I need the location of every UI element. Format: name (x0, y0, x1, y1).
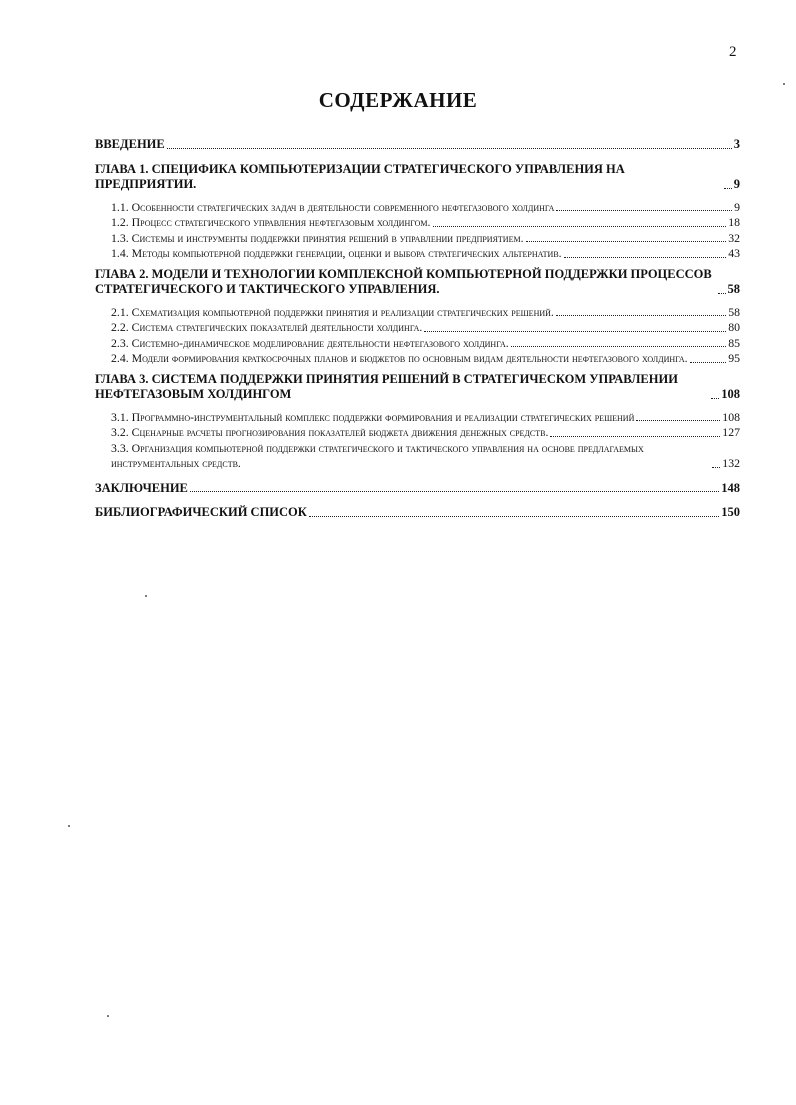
toc-entry-chapter-2 (95, 267, 740, 298)
dot-leader (724, 188, 732, 189)
toc-entry-page: 148 (721, 480, 740, 495)
dot-leader (309, 516, 719, 517)
toc-entry-section-1-1 (95, 200, 740, 216)
page-number: 2 (729, 44, 737, 60)
toc-entry-page: 9 (734, 199, 740, 214)
toc-entry-page: 43 (728, 246, 740, 260)
toc-entry-section-2-1 (95, 305, 740, 321)
toc-entry-text: 3.3. Организация компьютерной поддержки стратегического и тактического управления на основе предлагаемых инструментальных средств. (111, 440, 644, 470)
dot-leader (718, 293, 726, 294)
toc-entry-section-3-2 (95, 425, 740, 441)
toc-entry-text: 2.3. Системно-динамическое моделирование деятельности нефтегазового холдинга. (111, 335, 509, 350)
dot-leader (690, 362, 727, 363)
toc-entry-section-2-4 (95, 351, 740, 367)
toc-entry-page: 95 (728, 351, 740, 365)
dot-leader (433, 226, 727, 227)
scan-speck (107, 1015, 109, 1017)
toc-entry-page: 9 (733, 177, 740, 191)
dot-leader (636, 420, 720, 421)
toc-entry-page: 132 (722, 456, 740, 470)
toc-entry-text: БИБЛИОГРАФИЧЕСКИЙ СПИСОК (95, 505, 307, 519)
toc-entry-page: 32 (728, 230, 740, 245)
toc-entry-page: 108 (722, 409, 740, 424)
toc-entry-page: 108 (721, 387, 740, 401)
toc-entry-text: ВВЕДЕНИЕ (95, 137, 165, 151)
toc-entry-page: 127 (722, 425, 740, 439)
toc-entry-section-2-3 (95, 336, 740, 352)
scan-speck (145, 595, 147, 597)
dot-leader (556, 315, 726, 316)
toc-entry-section-3-1 (95, 410, 740, 426)
toc-entry-page: 58 (728, 304, 740, 319)
toc-entry-text: 1.4. Методы компьютерной поддержки генерации, оценки и выбора стратегических альтернатив. (111, 246, 562, 260)
toc-entry-chapter-1 (95, 162, 740, 193)
dot-leader (564, 257, 727, 258)
toc-entry-introduction (95, 137, 740, 153)
toc-entry-page: 80 (728, 320, 740, 334)
dot-leader (526, 241, 727, 242)
toc-entry-section-1-2 (95, 215, 740, 231)
toc-entry-text: 1.2. Процесс стратегического управления нефтегазовым холдингом. (111, 215, 431, 229)
toc-entry-bibliography (95, 505, 740, 521)
toc-entry-page: 85 (728, 335, 740, 350)
dot-leader (712, 467, 720, 468)
toc-entry-text: ГЛАВА 2. МОДЕЛИ И ТЕХНОЛОГИИ КОМПЛЕКСНОЙ КОМПЬЮТЕРНОЙ ПОДДЕРЖКИ ПРОЦЕССОВ СТРАТЕГИЧЕСКОГО И ТАКТИЧЕСКОГО УПРАВЛЕНИЯ. (95, 266, 712, 296)
toc-entry-conclusion (95, 481, 740, 497)
scan-speck (68, 825, 70, 827)
dot-leader (511, 346, 727, 347)
toc-entry-page: 18 (728, 215, 740, 229)
table-of-contents (95, 137, 740, 521)
toc-entry-section-1-4 (95, 246, 740, 262)
toc-entry-page: 150 (721, 505, 740, 519)
toc-entry-text: 3.2. Сценарные расчеты прогнозирования показателей бюджета движения денежных средств. (111, 425, 549, 439)
toc-entry-text: 3.1. Программно-инструментальный комплекс поддержки формирования и реализации стратегических решений (111, 409, 635, 424)
dot-leader (424, 331, 726, 332)
toc-entry-section-2-2 (95, 320, 740, 336)
toc-entry-text: ГЛАВА 3. СИСТЕМА ПОДДЕРЖКИ ПРИНЯТИЯ РЕШЕНИЙ В СТРАТЕГИЧЕСКОМ УПРАВЛЕНИИ НЕФТЕГАЗОВЫМ ХОЛДИНГОМ (95, 371, 678, 401)
dot-leader (556, 210, 732, 211)
dot-leader (190, 491, 719, 492)
toc-entry-text: 1.3. Системы и инструменты поддержки принятия решений в управлении предприятием. (111, 230, 524, 245)
toc-entry-text: 2.1. Схематизация компьютерной поддержки принятия и реализации стратегических решений. (111, 304, 554, 319)
toc-entry-page: 3 (733, 137, 740, 151)
toc-entry-text: 1.1. Особенности стратегических задач в деятельности современного нефтегазового холдинга (111, 199, 555, 214)
toc-entry-section-3-3 (95, 441, 740, 472)
toc-entry-chapter-3 (95, 372, 740, 403)
toc-entry-section-1-3 (95, 231, 740, 247)
toc-entry-text: ЗАКЛЮЧЕНИЕ (95, 480, 188, 495)
scan-speck (783, 83, 785, 85)
dot-leader (711, 398, 719, 399)
toc-entry-text: 2.2. Система стратегических показателей деятельности холдинга. (111, 320, 423, 334)
dot-leader (550, 436, 720, 437)
toc-entry-text: 2.4. Модели формирования краткосрочных планов и бюджетов по основным видам деятельности нефтегазового холдинга. (111, 351, 688, 365)
dot-leader (167, 148, 732, 149)
toc-entry-page: 58 (727, 282, 740, 296)
page-title: СОДЕРЖАНИЕ (318, 88, 478, 112)
toc-entry-text: ГЛАВА 1. СПЕЦИФИКА КОМПЬЮТЕРИЗАЦИИ СТРАТЕГИЧЕСКОГО УПРАВЛЕНИЯ НА ПРЕДПРИЯТИИ. (95, 161, 625, 191)
